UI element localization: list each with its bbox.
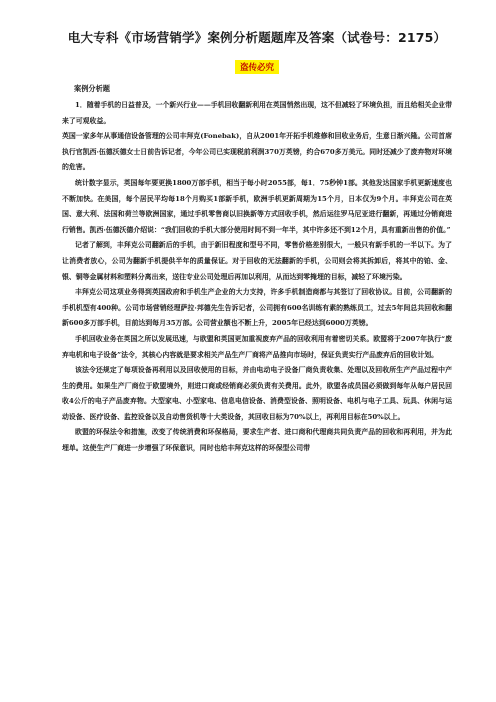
section-heading: 案例分析题 [74, 84, 110, 93]
paragraph-3: 统计数字显示，英国每年要更换1800万部手机，相当于每小时2055部，每1．75秒钟1部。其他发达国家手机更新速度也不断加快。在美国，每个居民平均每18个月购买1部新手机，欧洲手机更新周期为15个月，日本仅为9个月。丰拜克公司在英国、意大利、法国和荷兰等欧洲国家，通过手机零售商以旧换新等方式回收手机，然后运往罗马尼亚进行翻新，再通过分销商进行销售。凯西·伍德沃德介绍说：“我们回收的手机大部分使用时间不到一年半，其中许多还不到12个月，具有重新出售的价值。” [62, 178, 452, 234]
paragraph-2: 英国一家多年从事通信设备管理的公司丰拜克(Fonebak)，自从2001年开拓手机维修和回收业务后，生意日渐兴隆。公司首席执行官凯西·伍德沃德女士日前告诉记者，今年公司已实现税前利润370万英镑，约合670多万美元。同时还减少了废弃物对环境的危害。 [62, 132, 452, 172]
document-title: 电大专科《市场营销学》案例分析题题库及答案（试卷号：2175） [67, 30, 447, 45]
paragraph-7: 该法令还规定了每项设备再利用以及回收使用的目标，并由电动电子设备厂商负责收集、处理以及回收所生产产品过程中产生的费用。如果生产厂商位于欧盟境外，则进口商或经销商必须负责有关费用。此外，欧盟各成员国必须做到每年从每户居民回收4公斤的电子产品废弃物。大型家电、小型家电、信息电信设备、消费型设备、照明设备、电机与电子工具、玩具、休闲与运动设备、医疗设备、监控设备以及自动售货机等十大类设备，其回收目标为70%以上，再利用目标在50%以上。 [62, 366, 452, 421]
paragraph-1: 1．随着手机的日益普及，一个新兴行业——手机回收翻新利用在英国悄然出现，这不但减轻了环境负担，而且给相关企业带来了可观收益。 [62, 101, 452, 125]
paragraph-8: 欧盟的环保法令和措施，改变了传统消费和环保格局，要求生产者、进口商和代理商共同负责产品的回收和再利用，并为此埋单。这使生产厂商进一步增强了环保意识，同时也给丰拜克这样的环保型公司带 [62, 428, 452, 453]
paragraph-4: 记者了解到，丰拜克公司翻新后的手机，由于新旧程度和型号不同，零售价格差别很大，一般只有新手机的一半以下。为了让消费者放心，公司为翻新手机提供半年的质量保证。对于回收的无法翻新的手机，公司则会将其拆卸后，将其中的铂、金、银、铜等金属材料和塑料分离出来，送往专业公司处理后再加以利用，从而达到零掩埋的目标，减轻了环境污染。 [62, 241, 452, 281]
paragraph-5: 丰拜克公司这项业务得到英国政府和手机生产企业的大力支持，许多手机制造商都与其签订了回收协议。目前，公司翻新的手机机型有400种。公司市场营销经理萨拉·邦德先生告诉记者，公司拥有600名训练有素的熟练员工，过去5年间总共回收和翻新600多万部手机，目前达到每月35万部。公司营业额也不断上升，2005年已经达到6000万英镑。 [62, 288, 452, 328]
banner-row [62, 55, 452, 74]
piracy-warning-banner: 盗传必究 [235, 60, 279, 74]
paragraph-6: 手机回收业务在英国之所以发展迅速，与欧盟和英国更加重视废弃产品的回收利用有着密切关系。欧盟将于2007年执行“废弃电机和电子设备”法令，其核心内容就是要求相关产品生产厂商将产品推向市场时，保证负责实行产品废弃后的回收计划。 [62, 334, 452, 359]
